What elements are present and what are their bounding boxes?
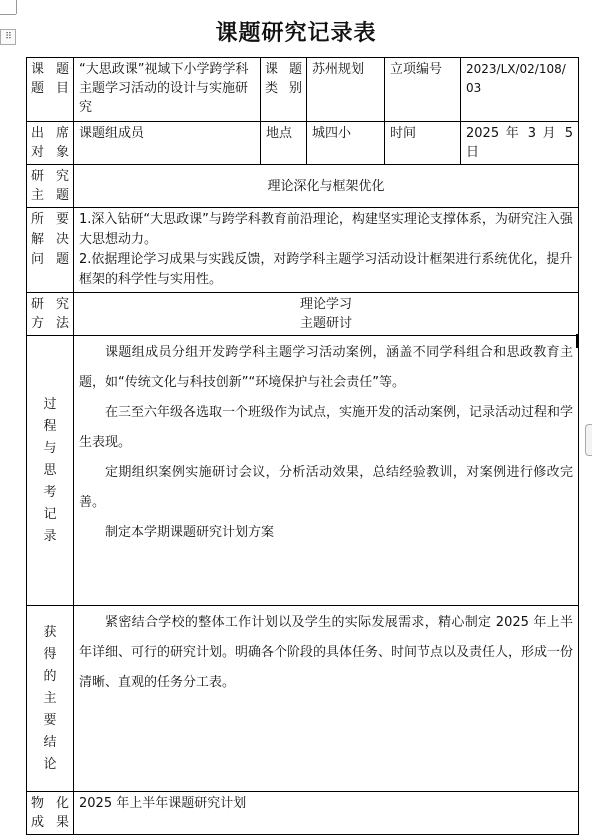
- methods-cell[interactable]: [74, 293, 579, 336]
- table-move-handle-icon[interactable]: ⠿: [0, 29, 16, 45]
- record-table: [26, 57, 579, 835]
- problems-label: 所 要 解 决 问题: [27, 208, 74, 293]
- process-label: 过 程 与 思 考 记 录: [27, 336, 74, 606]
- table-row: [27, 58, 579, 122]
- type-cell[interactable]: 苏州规划: [307, 58, 385, 122]
- research-theme-label: 研 究 主题: [27, 165, 74, 208]
- methods-label: 研 究 方法: [27, 293, 74, 336]
- process-record-cell[interactable]: [74, 336, 579, 606]
- project-id-label: 立项编号: [385, 58, 461, 122]
- conclusion-paragraph: 紧密结合学校的整体工作计划以及学生的实际发展需求，精心制定 2025 年上半年详细、可行的研究计划。明确各个阶段的具体任务、时间节点以及责任人，形成一份清晰、直观的任务分工表。: [79, 615, 574, 690]
- place-label: 地点: [261, 122, 307, 165]
- attendees-label: 出 席 对象: [27, 122, 74, 165]
- table-resize-handle-icon[interactable]: [585, 424, 592, 456]
- page-corner-mark: [0, 14, 16, 15]
- problem-item: 1.深入钻研“大思政课”与跨学科教育前沿理论，构建坚实理论支撑体系，为研究注入强大思想动力。: [79, 212, 573, 247]
- text-cursor: [576, 334, 578, 348]
- table-row: [27, 336, 579, 606]
- document-title: 课题研究记录表: [215, 20, 377, 46]
- outcomes-label: 物 化 成果: [27, 792, 74, 835]
- place-cell[interactable]: 城四小: [307, 122, 385, 165]
- type-label: 课 题 类别: [261, 58, 307, 122]
- table-row: [27, 293, 579, 336]
- process-paragraph: 定期组织案例实施研讨会议，分析活动效果，总结经验教训，对案例进行修改完善。: [79, 465, 573, 510]
- problem-item: 2.依据理论学习成果与实践反馈，对跨学科主题学习活动设计框架进行系统优化，提升框架的科学性与实用性。: [79, 252, 573, 287]
- method-item: 理论学习: [299, 297, 352, 312]
- topic-label: 课 题 题目: [27, 58, 74, 122]
- table-row: [27, 792, 579, 835]
- time-label: 时间: [385, 122, 461, 165]
- process-paragraph: 课题组成员分组开发跨学科主题学习活动案例，涵盖不同学科组合和思政教育主题，如“传统文化与科技创新”“环境保护与社会责任”等。: [79, 345, 573, 390]
- page-corner-mark: [16, 0, 17, 14]
- table-row: [27, 165, 579, 208]
- table-row: [27, 122, 579, 165]
- process-paragraph: 在三至六年级各选取一个班级作为试点，实施开发的活动案例，记录活动过程和学生表现。: [79, 405, 574, 450]
- conclusions-label: 获 得 的 主 要 结 论: [27, 606, 74, 792]
- time-cell[interactable]: 2025 年 3 月 5 日: [461, 122, 579, 165]
- process-paragraph: 制定本学期课题研究计划方案: [105, 525, 275, 540]
- method-item: 主题研讨: [299, 316, 352, 331]
- table-row: [27, 606, 579, 792]
- project-id-cell[interactable]: 2023/LX/02/108/03: [461, 58, 579, 122]
- topic-cell[interactable]: “大思政课”视域下小学跨学科主题学习活动的设计与实施研究: [74, 58, 261, 122]
- conclusions-cell[interactable]: [74, 606, 579, 792]
- research-theme-cell[interactable]: 理论深化与框架优化: [74, 165, 579, 208]
- attendees-cell[interactable]: 课题组成员: [74, 122, 261, 165]
- table-row: [27, 208, 579, 293]
- outcomes-cell[interactable]: 2025 年上半年课题研究计划: [74, 792, 579, 835]
- problems-cell[interactable]: [74, 208, 579, 293]
